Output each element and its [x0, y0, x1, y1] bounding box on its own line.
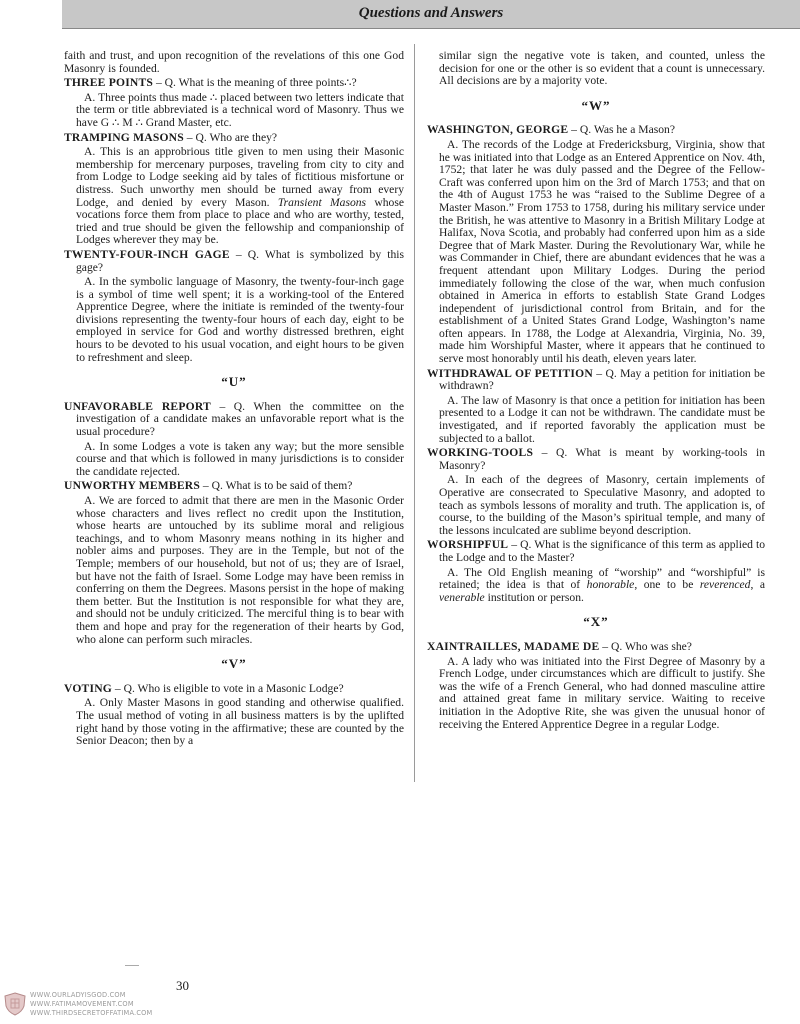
question [64, 77, 404, 90]
answer: A. In the symbolic language of Masonry, the twenty-four-inch gage is a symbol of time well spent; it is a working-tool of the Entered Apprentice Degree, where the initiate is reminded of the twenty-four divisions representing the twenty-four hours of each day, eight to be employed in service for God and worthy distressed brethren, eight hours to be devoted to his usual vocation, and eight hours to be given to refreshment and sleep. [76, 275, 404, 364]
column-divider [414, 44, 415, 782]
entry-unfavorable-report [64, 401, 404, 479]
voting-continuation: similar sign the negative vote is taken, and counted, unless the decision for one or the other is so evident that a count is unnecessary. All decisions are by a majority vote. [439, 49, 765, 88]
answer: A. We are forced to admit that there are men in the Masonic Order whose characters and lives reflect no credit upon the Institution, whose hearts are untouched by its sublime moral and religious teachings, and to whom Masonry means nothing in its higher and nobler aims and purposes. They are in the Temple, but not of the Temple; members of our household, but not of us; they are of Israel, but have not the faith of Israel. Some Lodge may have been remiss in conferring on them the Degrees. Masons persist in the hope of making them better. But the Institution is not responsible for what they are, and should not be unduly criticized. The merciful thing is to bear with them and hope and pray for the regeneration of their hearts by God, who alone can perform such miracles. [76, 494, 404, 646]
left-column [64, 50, 404, 750]
question [427, 368, 765, 393]
answer: A. In some Lodges a vote is taken any way; but the more sensible course and that which is followed in many jurisdictions is to consider the candidate rejected. [76, 439, 404, 478]
term: XAINTRAILLES, MADAME DE [427, 639, 600, 653]
answer-emphasis: honorable [586, 578, 635, 592]
term: UNFAVORABLE REPORT [64, 399, 211, 413]
answer: A. A lady who was initiated into the First Degree of Masonry by a French Lodge, under circumstances which are difficult to justify. She was the wife of a French General, who had donned masculine attire and attained great fame in military service. Waiting to receive initiation in the Adoptive Rite, she was given the unusual honor of receiving the Entered Apprentice Degree in a regular Lodge. [439, 654, 765, 731]
page-title: Questions and Answers [358, 5, 504, 21]
intro-continuation: faith and trust, and upon recognition of the revelations of this one God Masonry is founded. [64, 49, 404, 75]
footer-rule [125, 965, 139, 966]
watermark[interactable] [4, 990, 194, 1020]
answer: A. Only Master Masons in good standing and otherwise qualified. The usual method of voting in all business matters is by the uplifted right hand by those voting in the affirmative; these are counted by the Senior Deacon; then by a [76, 696, 404, 748]
answer: A. In each of the degrees of Masonry, certain implements of Operative are consecrated to Speculative Masonry, and adopted to teach as symbols lessons of morality and truth. The application is, of course, to the building of the Mason’s spiritual temple, and many of the lessons inculcated are sublime beyond description. [439, 473, 765, 537]
term: THREE POINTS [64, 76, 154, 90]
question-text: – Q. What is to be said of them? [200, 479, 353, 493]
question-text: – Q. What is the meaning of three points∴? [153, 76, 357, 90]
watermark-text [30, 991, 152, 1018]
right-column [427, 50, 765, 733]
question-text: – Q. Was he a Mason? [568, 123, 675, 137]
entry-tramping-masons [64, 132, 404, 247]
entry-working-tools [427, 447, 765, 537]
question-text: – Q. Who is eligible to vote in a Masonic Lodge? [112, 681, 344, 695]
term: WORSHIPFUL [427, 538, 509, 552]
answer-part: , a [750, 578, 765, 592]
answer: A. The records of the Lodge at Fredericksburg, Virginia, show that he was initiated into that Lodge as an Entered Apprentice on Nov. 4th, 1752; that later he was duly passed and the Degree of the Fellow-Craft was conferred upon him on the 3rd of March 1753; and that on the 4th of August 1753 he was “raised to the Sublime Degree of a Master Mason.” From 1753 to 1758, during his military service under the British, he was attentive to Masonry in a British Military Lodge at Halifax, Nova Scotia, and probably had conferred upon him as a side Degree that of Mark Master. During the Revolutionary War, while he was Commander in Chief, there are abundant evidences that he was a frequent attendant upon Military Lodges. During the period immediately following the close of the war, when much confusion obtained in America in efforts to establish State Grand Lodges independent of jurisdictional control from Britain, and for the establishment of a United States Grand Lodge, Washington’s name often appears. In 1788, the Lodge at Alexandria, Virginia, No. 39, made him Worshipful Master, where it appears that he continued to serve most honorably until his death, eleven years later. [439, 137, 765, 366]
answer-emphasis: Transient Masons [277, 195, 367, 209]
answer-part: institution or person. [484, 590, 584, 604]
question [427, 124, 765, 137]
answer [64, 146, 404, 247]
entry-three-points [64, 77, 404, 129]
question [427, 447, 765, 472]
watermark-line: WWW.OURLADYISGOD.COM [30, 991, 126, 999]
answer: A. The law of Masonry is that once a petition for initiation has been presented to a Lodge it can not be withdrawn. The candidate must be investigated, and if reported favorably the application must be subjected to a ballot. [439, 393, 765, 445]
term: WITHDRAWAL OF PETITION [427, 366, 593, 380]
question [64, 401, 404, 439]
question [427, 539, 765, 564]
entry-withdrawal-of-petition [427, 368, 765, 446]
term: TRAMPING MASONS [64, 130, 184, 144]
question [64, 132, 404, 145]
question-text: – Q. Who are they? [183, 130, 278, 144]
entry-voting [64, 683, 404, 748]
term: UNWORTHY MEMBERS [64, 479, 201, 493]
watermark-line: WWW.THIRDSECRETOFFATIMA.COM [30, 1009, 153, 1017]
question-text: – Q. Who was she? [599, 639, 692, 653]
term: WORKING-TOOLS [427, 446, 534, 460]
section-heading-w: “W” [581, 97, 611, 113]
header-bar [62, 0, 800, 29]
shield-logo-icon [4, 992, 26, 1016]
question [64, 480, 404, 493]
question-text: – Q. What is the significance of this term as applied to the Lodge and to the Master? [439, 538, 765, 564]
answer [427, 567, 765, 605]
answer: A. Three points thus made ∴ placed between two letters indicate that the term or title abbreviated is a technical word of Masonry. Thus we have G ∴ M ∴ Grand Master, etc. [76, 90, 404, 129]
answer-part: whose vocations force them from place to place and who are worthy, tested, tried and true should be given the fellowship and companionship of Lodges wherever they may be. [76, 195, 405, 247]
answer-emphasis: reverenced [699, 578, 751, 592]
answer-part: A. The Old English meaning of “worship” and “worshipful” is retained; the idea is that of [439, 565, 765, 592]
question [427, 641, 765, 654]
entry-washington-george [427, 124, 765, 365]
answer-emphasis: venerable [439, 590, 485, 604]
section-heading-u: “U” [221, 374, 247, 390]
section-heading-x: “X” [583, 614, 609, 630]
question-text: – Q. What is meant by working-tools in Masonry? [439, 446, 765, 472]
term: VOTING [64, 681, 112, 695]
question [64, 683, 404, 696]
question-text: – Q. May a petition for initiation be withdrawn? [439, 366, 765, 393]
answer-part: , one to be [634, 578, 700, 592]
entry-twenty-four-inch-gage [64, 249, 404, 364]
term: WASHINGTON, GEORGE [427, 123, 569, 137]
watermark-line: WWW.FATIMAMOVEMENT.COM [30, 1000, 134, 1008]
question [64, 249, 404, 274]
section-heading-v: “V” [221, 656, 247, 672]
answer-part: A. This is an approbrious title given to men using their Masonic membership for mercenary purposes, traveling from city to city and from Lodge to Lodge seeking aid by tales of fictitious misfortune or distress. Such unworthy men should be turned away from every Lodge, and denied by every Mason. [76, 145, 404, 209]
question-text: – Q. When the committee on the investigation of a candidate makes an unfavorable report what is the usual procedure? [76, 399, 404, 439]
term: TWENTY-FOUR-INCH GAGE [64, 247, 230, 261]
entry-worshipful [427, 539, 765, 604]
page-number: 30 [176, 978, 189, 993]
entry-unworthy-members [64, 480, 404, 646]
entry-xaintrailles [427, 641, 765, 731]
question-text: – Q. What is symbolized by this gage? [76, 247, 404, 274]
